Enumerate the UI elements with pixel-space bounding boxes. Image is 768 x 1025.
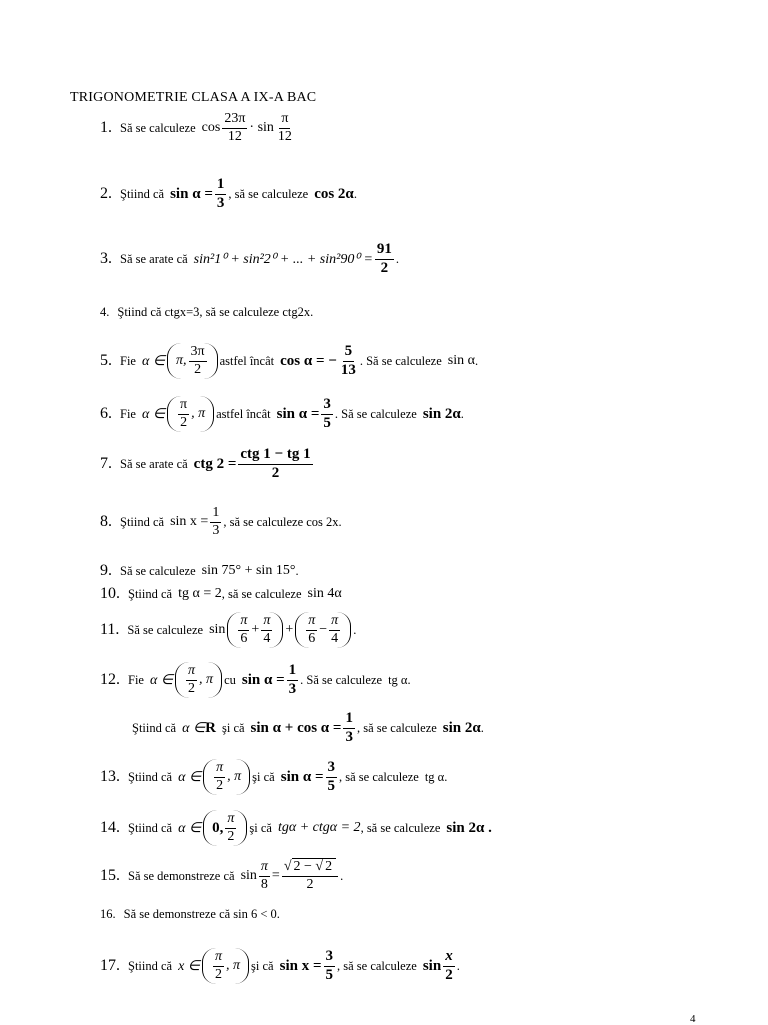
numerator: π (259, 860, 270, 877)
denominator: 12 (277, 128, 292, 144)
numerator: 5 (343, 344, 355, 362)
problem-text: Să se calculeze (120, 563, 196, 578)
fraction (321, 397, 333, 432)
numerator: π (225, 812, 236, 829)
problem-number: 5. (100, 352, 112, 370)
period: . (460, 406, 464, 421)
problem-text: , să se calculeze (339, 769, 419, 784)
fraction (189, 345, 207, 377)
fraction (215, 177, 227, 212)
problem-text: , să se calculeze cos 2x. (223, 514, 342, 529)
denominator: 3 (216, 194, 225, 211)
fraction (326, 760, 338, 795)
problem-number: 6. (100, 405, 112, 423)
numerator: 3 (324, 949, 336, 967)
period: . (480, 720, 484, 735)
problem-text: Să se calculeze (127, 622, 204, 637)
problem-text: , să se calculeze (360, 820, 441, 835)
numerator (282, 860, 338, 877)
interval (202, 948, 249, 984)
problem-17 (100, 948, 460, 984)
numerator: 91 (375, 242, 394, 260)
fraction (259, 860, 270, 892)
real-numbers-symbol: R (205, 719, 216, 736)
numerator: π (214, 761, 225, 778)
math-condition: sin α = (276, 405, 320, 422)
numerator: π (238, 614, 249, 631)
problem-text: Ştiind că (128, 820, 173, 835)
fraction (343, 711, 355, 746)
math-target: sin 2α . (446, 819, 492, 836)
fraction (329, 614, 340, 646)
problem-text: cu (224, 672, 236, 687)
math-operator: · sin (249, 120, 274, 136)
numerator: π (306, 614, 317, 631)
minus-sign: − (319, 622, 328, 638)
math-membership: α ∈ (182, 720, 206, 736)
problem-4 (100, 305, 313, 320)
fraction (186, 664, 197, 696)
problem-number: 9. (100, 562, 112, 579)
problem-text: Fie (120, 353, 136, 368)
math-target: tg α. (424, 769, 448, 784)
problem-12b (132, 711, 484, 746)
problem-text: Fie (120, 406, 136, 421)
problem-1 (100, 112, 296, 144)
numerator: 1 (210, 506, 221, 523)
numerator: π (279, 112, 290, 129)
math-sin: sin (422, 957, 442, 974)
radicand: 2 − √ 2 (292, 858, 337, 874)
problem-13 (100, 759, 447, 795)
problem-text: Ştiind că ctgx=3, să se calculeze ctg2x. (117, 305, 314, 319)
numerator: π (178, 398, 189, 415)
denominator: 5 (327, 777, 336, 794)
interval (167, 396, 214, 432)
math-condition: tgα + ctgα = 2 (277, 820, 361, 836)
problem-number: 2. (100, 185, 112, 203)
period: . (295, 563, 299, 578)
math-membership: α ∈ (141, 406, 166, 422)
numerator: 1 (343, 711, 355, 729)
problem-text: Să se arate că (120, 251, 188, 266)
math-sin: sin (209, 622, 226, 638)
radicand-inner: 2 (325, 859, 333, 874)
problem-text: , să se calculeze (221, 586, 302, 601)
interval (175, 662, 222, 698)
denominator: 2 (227, 828, 235, 844)
fraction (261, 614, 272, 646)
math-membership: α ∈ (178, 769, 202, 785)
math-membership: α ∈ (149, 672, 174, 688)
problem-text: . Să se calculeze (334, 406, 417, 421)
denominator: 2 (216, 777, 224, 793)
math-target: sin 2α (422, 405, 461, 422)
problem-text: . Să se calculeze (359, 353, 442, 368)
interval-right: , π (199, 672, 214, 688)
interval (167, 343, 218, 379)
denominator: 3 (288, 680, 297, 697)
problem-3 (100, 242, 399, 277)
denominator: 2 (188, 680, 196, 696)
period: . (456, 958, 460, 973)
problem-text: Fie (128, 672, 144, 687)
problem-8 (100, 506, 342, 538)
interval-right: , π (227, 769, 242, 785)
parenthesis-group (295, 612, 351, 648)
period: . (340, 868, 344, 883)
fraction (238, 447, 312, 482)
period: . (474, 353, 479, 368)
math-cos: cos (201, 120, 221, 136)
problem-text: Ştiind că (120, 186, 165, 201)
problem-text: Să se demonstreze că (128, 868, 235, 883)
math-sin: sin (240, 868, 257, 884)
problem-number: 13. (100, 768, 120, 786)
parenthesis-group (227, 612, 283, 648)
problem-text: Ştiind că (128, 958, 173, 973)
denominator: 2 (445, 966, 453, 983)
fraction (213, 950, 224, 982)
denominator: 2 (180, 414, 188, 430)
denominator: 3 (345, 728, 353, 745)
math-condition: sin α + cos α = (250, 719, 342, 736)
denominator: 2 (380, 259, 389, 276)
math-expression: sin α = (170, 185, 213, 202)
fraction (210, 506, 221, 538)
problem-2 (100, 177, 357, 212)
math-expression: sin²1⁰ + sin²2⁰ + ... + sin²90⁰ = (193, 251, 373, 267)
problem-text: Ştiind că (120, 514, 165, 529)
problem-number: 1. (100, 119, 112, 137)
denominator: 6 (240, 630, 248, 646)
problem-text: astfel încât (219, 353, 275, 368)
period: . (353, 622, 357, 637)
problem-text: şi că (249, 820, 272, 835)
problem-number: 15. (100, 867, 120, 885)
denominator: 3 (212, 522, 220, 538)
math-condition: sin α = (280, 768, 324, 785)
math-condition: sin x = (279, 957, 322, 974)
problem-6 (100, 396, 464, 432)
denominator: 2 (215, 966, 223, 982)
math-expression: sin x = (170, 514, 209, 530)
denominator: 6 (308, 630, 316, 646)
plus-sign: + (285, 622, 294, 638)
problem-text: şi că (221, 720, 245, 735)
problem-number: 4. (100, 305, 110, 319)
fraction (222, 112, 247, 144)
fraction (276, 112, 294, 144)
period: . (395, 251, 400, 266)
period: . (353, 186, 357, 201)
problem-text: Ştiind că (128, 586, 173, 601)
fraction (375, 242, 394, 277)
math-condition: cos α = − (280, 352, 337, 369)
numerator: π (329, 614, 340, 631)
numerator: x (443, 949, 455, 967)
fraction (225, 812, 236, 844)
problem-14 (100, 810, 492, 846)
math-condition: tg α = 2 (178, 586, 222, 601)
numerator: ctg 1 − tg 1 (238, 447, 312, 465)
interval-left: π, (176, 353, 187, 369)
problem-text: , să se calculeze (337, 958, 417, 973)
document-title: TRIGONOMETRIE CLASA A IX-A BAC (70, 90, 317, 105)
problem-5 (100, 343, 478, 379)
problem-number: 7. (100, 455, 112, 473)
problem-number: 8. (100, 513, 112, 531)
fraction (324, 949, 336, 984)
math-expression: ctg 2 = (193, 455, 237, 472)
problem-number: 3. (100, 250, 112, 268)
denominator: 4 (331, 630, 339, 646)
problem-15 (100, 860, 343, 892)
problem-number: 11. (100, 621, 120, 639)
interval (203, 759, 250, 795)
math-membership: α ∈ (141, 353, 166, 369)
numerator: 1 (287, 663, 299, 681)
sqrt-symbol: √ (283, 859, 292, 874)
interval-left: 0, (212, 819, 224, 836)
page-number: 4 (690, 1013, 696, 1025)
numerator: 3 (321, 397, 333, 415)
problem-7 (100, 447, 315, 482)
denominator: 4 (263, 630, 271, 646)
denominator: 12 (227, 128, 242, 144)
problem-text: şi că (251, 958, 274, 973)
problem-number: 16. (100, 907, 116, 921)
numerator: 3 (326, 760, 338, 778)
fraction (287, 663, 299, 698)
problem-text: Să se calculeze (120, 120, 196, 135)
problem-10 (100, 585, 342, 603)
denominator: 13 (340, 361, 356, 378)
problem-number: 10. (100, 585, 120, 602)
fraction (339, 344, 358, 379)
numerator: π (261, 614, 272, 631)
problem-text: , să se calculeze (356, 720, 437, 735)
fraction (238, 614, 249, 646)
problem-16 (100, 907, 280, 922)
fraction (178, 398, 189, 430)
problem-number: 12. (100, 671, 120, 689)
problem-text: Ştiind că (128, 769, 173, 784)
problem-text: astfel încât (216, 406, 271, 421)
equals-sign: = (271, 868, 280, 884)
problem-text: Să se demonstreze că sin 6 < 0. (123, 907, 280, 921)
problem-11 (100, 612, 356, 648)
denominator: 8 (260, 876, 268, 892)
math-target: sin 4α (307, 586, 342, 601)
math-expression: sin 75° + sin 15° (201, 563, 296, 578)
math-target: sin 2α (442, 719, 481, 736)
problem-text: şi că (252, 769, 275, 784)
denominator: 5 (325, 966, 334, 983)
fraction (306, 614, 317, 646)
denominator: 5 (323, 414, 331, 431)
numerator: π (213, 950, 224, 967)
denominator: 2 (194, 361, 202, 377)
math-condition: sin α = (241, 671, 285, 688)
denominator: 2 (271, 464, 280, 481)
interval-right: , π (191, 406, 206, 422)
problem-text: Ştiind că (132, 720, 177, 735)
problem-text: Să se arate că (120, 456, 188, 471)
numerator: 3π (189, 345, 207, 362)
denominator: 2 (306, 876, 314, 892)
fraction (282, 860, 338, 892)
math-membership: α ∈ (178, 820, 202, 836)
fraction (214, 761, 225, 793)
numerator: π (186, 664, 197, 681)
problem-text: . Să se calculeze (300, 672, 383, 687)
plus-sign: + (251, 622, 260, 638)
problem-number: 17. (100, 957, 120, 975)
problem-number: 14. (100, 819, 120, 837)
numerator: 23π (222, 112, 247, 129)
interval (203, 810, 247, 846)
math-target: sin α (447, 353, 475, 369)
interval-right: , π (226, 958, 241, 974)
radicand-outer: 2 − (293, 859, 316, 874)
problem-12 (100, 662, 411, 698)
math-target: tg α. (388, 672, 411, 687)
math-target: cos 2α (314, 185, 354, 202)
numerator: 1 (215, 177, 227, 195)
math-membership: x ∈ (178, 958, 201, 974)
problem-text: , să se calculeze (228, 186, 309, 201)
fraction (443, 949, 455, 984)
problem-9 (100, 562, 299, 580)
